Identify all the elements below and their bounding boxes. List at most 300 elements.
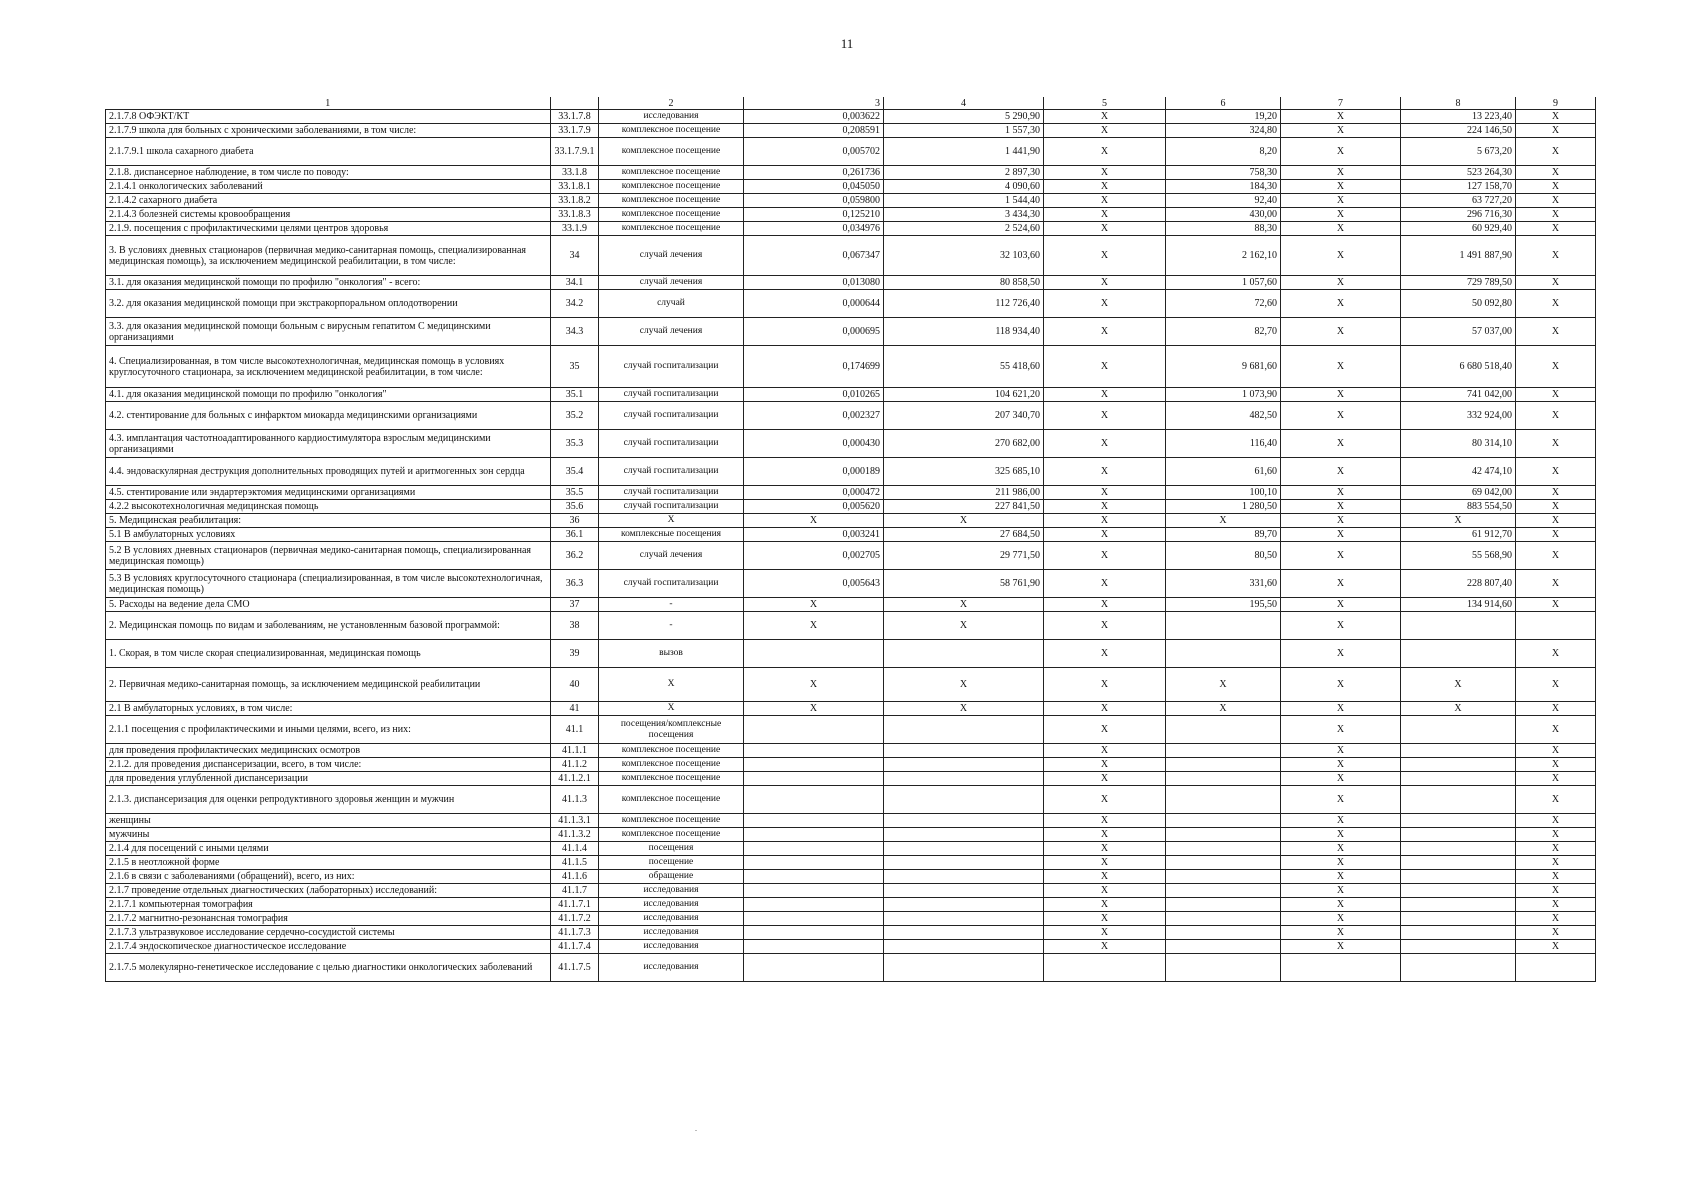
table-body [106, 110, 1596, 982]
row-col5: X [1044, 180, 1166, 194]
row-col6: 1 057,60 [1166, 276, 1281, 290]
row-col5: X [1044, 236, 1166, 276]
row-col8: 55 568,90 [1401, 542, 1516, 570]
row-col5: X [1044, 458, 1166, 486]
row-unit: X [599, 514, 744, 528]
row-cost [884, 772, 1044, 786]
row-cost [884, 898, 1044, 912]
row-col8 [1401, 884, 1516, 898]
row-col7: X [1281, 758, 1401, 772]
row-unit: исследования [599, 110, 744, 124]
row-code: 36.2 [551, 542, 599, 570]
row-col7: X [1281, 500, 1401, 514]
row-col9: X [1516, 346, 1596, 388]
row-cost: 3 434,30 [884, 208, 1044, 222]
row-col9: X [1516, 570, 1596, 598]
row-col6 [1166, 940, 1281, 954]
row-col7: X [1281, 786, 1401, 814]
row-col9: X [1516, 772, 1596, 786]
tariff-table-container [105, 97, 1595, 982]
table-row [106, 430, 1596, 458]
row-name: 5.2 В условиях дневных стационаров (первичная медико-санитарная помощь, специализированная медицинская помощь) [106, 542, 551, 570]
row-col9: X [1516, 486, 1596, 500]
row-cost: 5 290,90 [884, 110, 1044, 124]
row-name: 2.1.7.2 магнитно-резонансная томография [106, 912, 551, 926]
table-row [106, 180, 1596, 194]
row-volume: 0,003622 [744, 110, 884, 124]
table-row [106, 388, 1596, 402]
row-col6: 72,60 [1166, 290, 1281, 318]
row-cost [884, 842, 1044, 856]
scan-speck [695, 1130, 697, 1131]
row-col5: X [1044, 702, 1166, 716]
row-col6: 1 073,90 [1166, 388, 1281, 402]
row-col6 [1166, 926, 1281, 940]
row-code: 33.1.7.9 [551, 124, 599, 138]
row-name: 2.1.7.3 ультразвуковое исследование сердечно-сосудистой системы [106, 926, 551, 940]
row-name: 2.1.7.9.1 школа сахарного диабета [106, 138, 551, 166]
row-name: 4.5. стентирование или эндартерэктомия медицинскими организациями [106, 486, 551, 500]
row-cost: 118 934,40 [884, 318, 1044, 346]
row-unit: случай лечения [599, 542, 744, 570]
row-code: 41.1 [551, 716, 599, 744]
row-col7: X [1281, 486, 1401, 500]
row-col8: 228 807,40 [1401, 570, 1516, 598]
row-code: 41.1.1 [551, 744, 599, 758]
row-col7: X [1281, 318, 1401, 346]
row-unit: случай госпитализации [599, 458, 744, 486]
table-row [106, 124, 1596, 138]
row-col8 [1401, 912, 1516, 926]
row-volume: X [744, 702, 884, 716]
table-row [106, 842, 1596, 856]
row-col8 [1401, 828, 1516, 842]
row-volume [744, 954, 884, 982]
row-col5: X [1044, 898, 1166, 912]
row-cost: X [884, 668, 1044, 702]
row-col9: X [1516, 138, 1596, 166]
row-col8: X [1401, 668, 1516, 702]
row-col8: 61 912,70 [1401, 528, 1516, 542]
row-col5: X [1044, 430, 1166, 458]
row-col9: X [1516, 786, 1596, 814]
row-unit: исследования [599, 912, 744, 926]
row-cost: 2 897,30 [884, 166, 1044, 180]
row-col8: 729 789,50 [1401, 276, 1516, 290]
row-cost: 270 682,00 [884, 430, 1044, 458]
row-col5: X [1044, 668, 1166, 702]
row-col9: X [1516, 898, 1596, 912]
tariff-table [105, 97, 1596, 982]
row-col5 [1044, 954, 1166, 982]
row-name: для проведения углубленной диспансеризации [106, 772, 551, 786]
row-code: 41.1.4 [551, 842, 599, 856]
row-cost: X [884, 514, 1044, 528]
row-col6: 89,70 [1166, 528, 1281, 542]
row-col8: 332 924,00 [1401, 402, 1516, 430]
row-name: 2.1.6 в связи с заболеваниями (обращений), всего, из них: [106, 870, 551, 884]
column-number-blank [551, 97, 599, 110]
row-name: 4.4. эндоваскулярная деструкция дополнительных проводящих путей и аритмогенных зон сердца [106, 458, 551, 486]
table-row [106, 222, 1596, 236]
row-name: 2.1.9. посещения с профилактическими целями центров здоровья [106, 222, 551, 236]
row-col8 [1401, 814, 1516, 828]
row-col8 [1401, 856, 1516, 870]
table-row [106, 276, 1596, 290]
row-col7: X [1281, 884, 1401, 898]
row-code: 41.1.7.5 [551, 954, 599, 982]
row-volume [744, 758, 884, 772]
row-name: 3. В условиях дневных стационаров (первичная медико-санитарная помощь, специализированная медицинская помощь), за исключением медицинской реабилитации, в том числе: [106, 236, 551, 276]
row-code: 33.1.8.1 [551, 180, 599, 194]
row-col7: X [1281, 570, 1401, 598]
row-col9 [1516, 954, 1596, 982]
row-col5: X [1044, 194, 1166, 208]
row-unit: комплексное посещение [599, 124, 744, 138]
row-unit: случай госпитализации [599, 346, 744, 388]
row-volume: 0,013080 [744, 276, 884, 290]
row-col7: X [1281, 346, 1401, 388]
row-col6 [1166, 786, 1281, 814]
table-row [106, 772, 1596, 786]
row-col5: X [1044, 716, 1166, 744]
row-col6: 324,80 [1166, 124, 1281, 138]
row-cost: 207 340,70 [884, 402, 1044, 430]
row-unit: исследования [599, 940, 744, 954]
row-cost [884, 828, 1044, 842]
row-col5: X [1044, 208, 1166, 222]
row-col6 [1166, 898, 1281, 912]
row-cost: X [884, 612, 1044, 640]
table-row [106, 926, 1596, 940]
row-col6: X [1166, 514, 1281, 528]
row-col9: X [1516, 940, 1596, 954]
row-col9: X [1516, 514, 1596, 528]
row-unit: вызов [599, 640, 744, 668]
row-col6: 2 162,10 [1166, 236, 1281, 276]
row-col7: X [1281, 110, 1401, 124]
row-volume [744, 898, 884, 912]
row-col9: X [1516, 542, 1596, 570]
row-name: 2.1.3. диспансеризация для оценки репродуктивного здоровья женщин и мужчин [106, 786, 551, 814]
row-col6: 116,40 [1166, 430, 1281, 458]
row-volume: 0,005620 [744, 500, 884, 514]
row-name: женщины [106, 814, 551, 828]
row-code: 41.1.3.1 [551, 814, 599, 828]
row-col9: X [1516, 180, 1596, 194]
row-volume: 0,003241 [744, 528, 884, 542]
row-col5: X [1044, 138, 1166, 166]
row-code: 33.1.8 [551, 166, 599, 180]
table-row [106, 702, 1596, 716]
row-col8: 134 914,60 [1401, 598, 1516, 612]
row-col7: X [1281, 402, 1401, 430]
row-col5: X [1044, 500, 1166, 514]
row-col7: X [1281, 842, 1401, 856]
row-name: 4. Специализированная, в том числе высокотехнологичная, медицинская помощь в условиях круглосуточного стационара, за исключением медицинской реабилитации, в том числе: [106, 346, 551, 388]
row-col5: X [1044, 570, 1166, 598]
row-cost: 58 761,90 [884, 570, 1044, 598]
row-col9: X [1516, 884, 1596, 898]
row-name: 5.3 В условиях круглосуточного стационара (специализированная, в том числе высокотехнологичная, медицинская помощь) [106, 570, 551, 598]
row-unit: комплексное посещение [599, 772, 744, 786]
row-col7: X [1281, 290, 1401, 318]
row-unit: исследования [599, 926, 744, 940]
row-col5: X [1044, 884, 1166, 898]
row-col7: X [1281, 124, 1401, 138]
row-code: 33.1.8.2 [551, 194, 599, 208]
row-volume [744, 744, 884, 758]
row-col8: 296 716,30 [1401, 208, 1516, 222]
row-cost: 4 090,60 [884, 180, 1044, 194]
row-unit: X [599, 702, 744, 716]
row-col7: X [1281, 856, 1401, 870]
column-number-2: 2 [599, 97, 744, 110]
table-row [106, 236, 1596, 276]
row-col6: 9 681,60 [1166, 346, 1281, 388]
row-col5: X [1044, 222, 1166, 236]
row-unit: исследования [599, 884, 744, 898]
row-volume [744, 786, 884, 814]
row-cost: 1 441,90 [884, 138, 1044, 166]
row-name: 2.1.4.2 сахарного диабета [106, 194, 551, 208]
row-code: 41.1.7.4 [551, 940, 599, 954]
row-col8 [1401, 744, 1516, 758]
row-name: 2.1.4 для посещений с иными целями [106, 842, 551, 856]
row-col6: 195,50 [1166, 598, 1281, 612]
row-col7: X [1281, 514, 1401, 528]
row-code: 36.3 [551, 570, 599, 598]
row-name: 2.1.7.4 эндоскопическое диагностическое исследование [106, 940, 551, 954]
row-volume: 0,045050 [744, 180, 884, 194]
row-col7: X [1281, 138, 1401, 166]
table-row [106, 486, 1596, 500]
row-name: 2. Медицинская помощь по видам и заболеваниям, не установленным базовой программой: [106, 612, 551, 640]
row-col8: 6 680 518,40 [1401, 346, 1516, 388]
row-unit: комплексное посещение [599, 166, 744, 180]
row-col8: 1 491 887,90 [1401, 236, 1516, 276]
row-col7: X [1281, 208, 1401, 222]
row-col8: 523 264,30 [1401, 166, 1516, 180]
row-name: 2.1.7.8 ОФЭКТ/КТ [106, 110, 551, 124]
row-volume: 0,000695 [744, 318, 884, 346]
row-col9: X [1516, 194, 1596, 208]
row-col6 [1166, 870, 1281, 884]
row-cost [884, 716, 1044, 744]
row-code: 40 [551, 668, 599, 702]
row-unit: комплексное посещение [599, 814, 744, 828]
row-unit: комплексное посещение [599, 744, 744, 758]
row-name: 2.1.4.3 болезней системы кровообращения [106, 208, 551, 222]
row-col5: X [1044, 290, 1166, 318]
row-col6 [1166, 758, 1281, 772]
row-unit: комплексное посещение [599, 222, 744, 236]
row-col8 [1401, 870, 1516, 884]
row-col9: X [1516, 926, 1596, 940]
row-col5: X [1044, 870, 1166, 884]
row-col6 [1166, 716, 1281, 744]
row-name: 2.1.2. для проведения диспансеризации, всего, в том числе: [106, 758, 551, 772]
row-col5: X [1044, 124, 1166, 138]
row-col8 [1401, 758, 1516, 772]
row-col6 [1166, 814, 1281, 828]
row-col6 [1166, 772, 1281, 786]
row-col8 [1401, 772, 1516, 786]
row-volume: 0,034976 [744, 222, 884, 236]
row-col6: 8,20 [1166, 138, 1281, 166]
row-name: 2.1 В амбулаторных условиях, в том числе: [106, 702, 551, 716]
row-col9: X [1516, 842, 1596, 856]
row-col6: 331,60 [1166, 570, 1281, 598]
row-col6 [1166, 856, 1281, 870]
row-code: 33.1.9 [551, 222, 599, 236]
row-col7: X [1281, 870, 1401, 884]
row-volume: 0,005702 [744, 138, 884, 166]
row-col8 [1401, 954, 1516, 982]
row-col5: X [1044, 640, 1166, 668]
row-code: 41.1.7 [551, 884, 599, 898]
row-col6 [1166, 612, 1281, 640]
row-col6 [1166, 640, 1281, 668]
row-code: 35.4 [551, 458, 599, 486]
row-code: 33.1.7.8 [551, 110, 599, 124]
row-unit: случай лечения [599, 276, 744, 290]
table-row [106, 828, 1596, 842]
row-cost [884, 744, 1044, 758]
row-col9: X [1516, 222, 1596, 236]
row-col6: X [1166, 702, 1281, 716]
row-col7: X [1281, 744, 1401, 758]
row-col5: X [1044, 814, 1166, 828]
row-col9: X [1516, 236, 1596, 276]
row-volume [744, 772, 884, 786]
row-col8: 127 158,70 [1401, 180, 1516, 194]
row-code: 34.2 [551, 290, 599, 318]
column-number-7: 7 [1281, 97, 1401, 110]
row-col6: 482,50 [1166, 402, 1281, 430]
row-col8: 60 929,40 [1401, 222, 1516, 236]
row-col7: X [1281, 898, 1401, 912]
row-col9: X [1516, 716, 1596, 744]
row-col6: 100,10 [1166, 486, 1281, 500]
row-col9: X [1516, 528, 1596, 542]
row-col6: 184,30 [1166, 180, 1281, 194]
column-number-4: 4 [884, 97, 1044, 110]
row-unit: комплексное посещение [599, 828, 744, 842]
column-number-3: 3 [744, 97, 884, 110]
table-row [106, 856, 1596, 870]
row-col6: X [1166, 668, 1281, 702]
row-code: 34 [551, 236, 599, 276]
row-col7 [1281, 954, 1401, 982]
row-code: 41.1.3.2 [551, 828, 599, 842]
row-volume: 0,000472 [744, 486, 884, 500]
row-cost: 104 621,20 [884, 388, 1044, 402]
row-unit: случай госпитализации [599, 570, 744, 598]
table-row [106, 194, 1596, 208]
row-volume [744, 716, 884, 744]
row-col9: X [1516, 276, 1596, 290]
row-name: 2.1.5 в неотложной форме [106, 856, 551, 870]
row-col7: X [1281, 180, 1401, 194]
table-row [106, 612, 1596, 640]
row-volume: 0,002705 [744, 542, 884, 570]
row-col5: X [1044, 744, 1166, 758]
row-col9: X [1516, 702, 1596, 716]
row-code: 33.1.7.9.1 [551, 138, 599, 166]
column-number-9: 9 [1516, 97, 1596, 110]
row-name: 2.1.1 посещения с профилактическими и иными целями, всего, из них: [106, 716, 551, 744]
row-col8: 50 092,80 [1401, 290, 1516, 318]
row-name: 1. Скорая, в том числе скорая специализированная, медицинская помощь [106, 640, 551, 668]
row-unit: случай госпитализации [599, 486, 744, 500]
row-col5: X [1044, 856, 1166, 870]
table-row [106, 758, 1596, 772]
row-cost [884, 814, 1044, 828]
row-name: 2.1.7.9 школа для больных с хроническими заболеваниями, в том числе: [106, 124, 551, 138]
row-volume [744, 856, 884, 870]
row-code: 36 [551, 514, 599, 528]
row-col8 [1401, 640, 1516, 668]
row-volume: 0,000189 [744, 458, 884, 486]
column-number-1: 1 [106, 97, 551, 110]
row-col7: X [1281, 236, 1401, 276]
row-col7: X [1281, 598, 1401, 612]
row-unit: случай лечения [599, 318, 744, 346]
row-col5: X [1044, 842, 1166, 856]
row-col6: 61,60 [1166, 458, 1281, 486]
row-unit: комплексное посещение [599, 194, 744, 208]
row-volume [744, 912, 884, 926]
row-cost: 112 726,40 [884, 290, 1044, 318]
row-code: 35 [551, 346, 599, 388]
row-code: 41 [551, 702, 599, 716]
row-col8 [1401, 940, 1516, 954]
row-col7: X [1281, 276, 1401, 290]
row-col8 [1401, 612, 1516, 640]
row-col7: X [1281, 912, 1401, 926]
row-name: 5. Расходы на ведение дела СМО [106, 598, 551, 612]
table-row [106, 640, 1596, 668]
row-cost [884, 912, 1044, 926]
row-cost: 27 684,50 [884, 528, 1044, 542]
row-volume [744, 842, 884, 856]
row-col7: X [1281, 612, 1401, 640]
row-code: 33.1.8.3 [551, 208, 599, 222]
row-unit: случай [599, 290, 744, 318]
row-unit: обращение [599, 870, 744, 884]
page-number: 11 [840, 36, 854, 51]
row-col9: X [1516, 668, 1596, 702]
table-row [106, 346, 1596, 388]
row-col5: X [1044, 276, 1166, 290]
row-cost: 55 418,60 [884, 346, 1044, 388]
row-unit: - [599, 612, 744, 640]
table-row [106, 138, 1596, 166]
row-col5: X [1044, 318, 1166, 346]
row-col7: X [1281, 388, 1401, 402]
row-col7: X [1281, 702, 1401, 716]
table-row [106, 912, 1596, 926]
column-number-5: 5 [1044, 97, 1166, 110]
row-cost [884, 786, 1044, 814]
table-row [106, 884, 1596, 898]
row-cost [884, 640, 1044, 668]
row-col8: 13 223,40 [1401, 110, 1516, 124]
row-cost [884, 758, 1044, 772]
row-col9: X [1516, 814, 1596, 828]
row-unit: случай госпитализации [599, 402, 744, 430]
